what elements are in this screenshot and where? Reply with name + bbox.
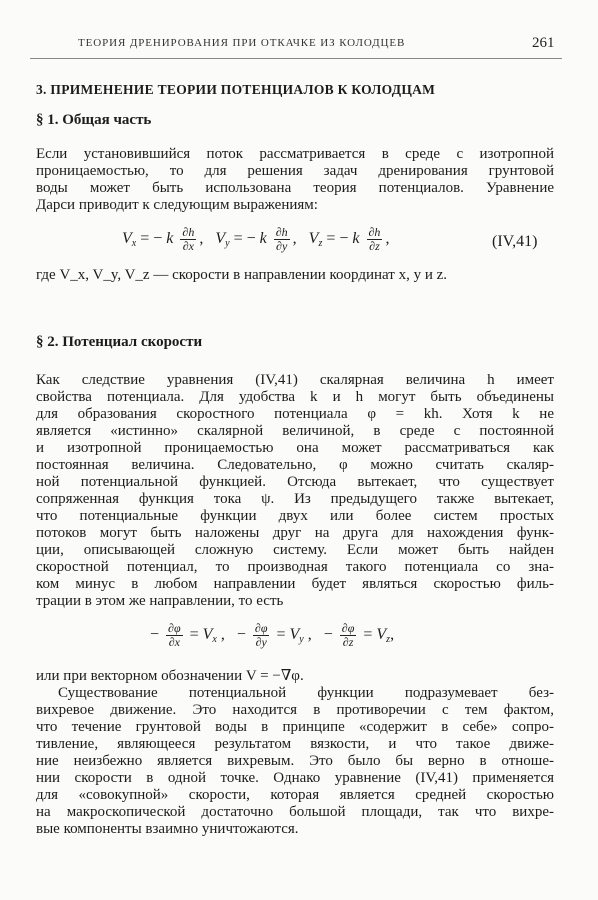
formula-explanation (36, 267, 554, 284)
text-line: Дарси приводит к следующим выражениям: (36, 197, 318, 213)
text-line: проницаемостью, то для решения задач дренирования грунтовой (36, 163, 554, 179)
text-line: скоростной потенциал, то производная такого потенциала со зна- (36, 559, 554, 575)
section-2-continuation (36, 668, 554, 838)
text-line: на макроскопической достаточно большой площади, так что вихре- (36, 804, 554, 820)
text-line: Существование потенциальной функции подразумевает без- (58, 685, 554, 701)
running-title: ТЕОРИЯ ДРЕНИРОВАНИЯ ПРИ ОТКАЧКЕ ИЗ КОЛОДЦЕВ (78, 37, 406, 49)
text-line: Как следствие уравнения (IV,41) скалярная величина h имеет (36, 372, 554, 388)
text-line: является «истинно» скалярной величиной, в среде с постоянной (36, 423, 554, 439)
text-line: ние неизбежно является вихревым. Это было бы верно в отноше- (36, 753, 554, 769)
section-1-paragraph (36, 146, 554, 214)
text-line: свойства потенциала. Для удобства k и h могут быть объединены (36, 389, 554, 405)
page-number: 261 (532, 35, 555, 51)
header-rule (30, 58, 562, 59)
text-line: ной потенциальной функцией. Отсюда вытекает, что существует (36, 474, 554, 490)
text-line: и изотропной проницаемостью она может рассматриваться как (36, 440, 554, 456)
section-1-heading: § 1. Общая часть (36, 112, 152, 128)
text-line: тивление, являющееся результатом вязкости, и что такое движе- (36, 736, 554, 752)
velocity-potential-formula: − $\frac{\partial\varphi}{\partial x}$ = $V_x$ , − $\frac{\partial\varphi}{\partial y}$ = $V_y$ , − $\frac{\partial\varphi}{\partial z}$ = $V_z$, (150, 621, 395, 649)
text-line: Если установившийся поток рассматривается в среде с изотропной (36, 146, 554, 162)
text-line: трации в этом же направлении, то есть (36, 593, 284, 609)
text-line: вихревое движение. Это находится в противоречии с тем фактом, (36, 702, 554, 718)
text-line: что потенциальные функции двух или более систем простых (36, 508, 554, 524)
text-line: вые компоненты взаимно уничтожаются. (36, 821, 299, 837)
darcy-formula: $V_x$ = − k $\frac{\partial h}{\partial x}$ , $V_y$ = − k $\frac{\partial h}{\partial y}$ , $V_z$ = − k $\frac{\partial h}{\partial z}$ , (122, 225, 390, 253)
text-line: потоков могут быть наложены друг на друга для нахождения функ- (36, 525, 554, 541)
section-2-paragraph (36, 372, 554, 610)
text-line: сопряженная функция тока ψ. Из предыдущего также вытекает, (36, 491, 554, 507)
section-2-heading: § 2. Потенциал скорости (36, 334, 203, 350)
text-line: где V_x, V_y, V_z — скорости в направлении координат x, y и z. (36, 267, 448, 283)
equation-number: (IV,41) (492, 233, 538, 250)
text-line: для «совокупной» скорости, которая является средней скоростью (36, 787, 554, 803)
text-line: ции, описывающей сложную систему. Если может быть найден (36, 542, 554, 558)
text-line: нии скорости в одной точке. Однако уравнение (IV,41) применяется (36, 770, 554, 786)
text-line: для образования скоростного потенциала φ = kh. Хотя k не (36, 406, 554, 422)
chapter-heading: 3. ПРИМЕНЕНИЕ ТЕОРИИ ПОТЕНЦИАЛОВ К КОЛОДЦАМ (36, 82, 436, 97)
text-line: или при векторном обозначении V = −∇φ. (36, 668, 304, 684)
text-line: воды может быть использована теория потенциалов. Уравнение (36, 180, 554, 196)
text-line: постоянная величина. Следовательно, φ можно считать скаляр- (36, 457, 554, 473)
text-line: что течение грунтовой воды в принципе «содержит в себе» сопро- (36, 719, 554, 735)
text-line: ком минус в любом направлении будет являться скоростью филь- (36, 576, 554, 592)
